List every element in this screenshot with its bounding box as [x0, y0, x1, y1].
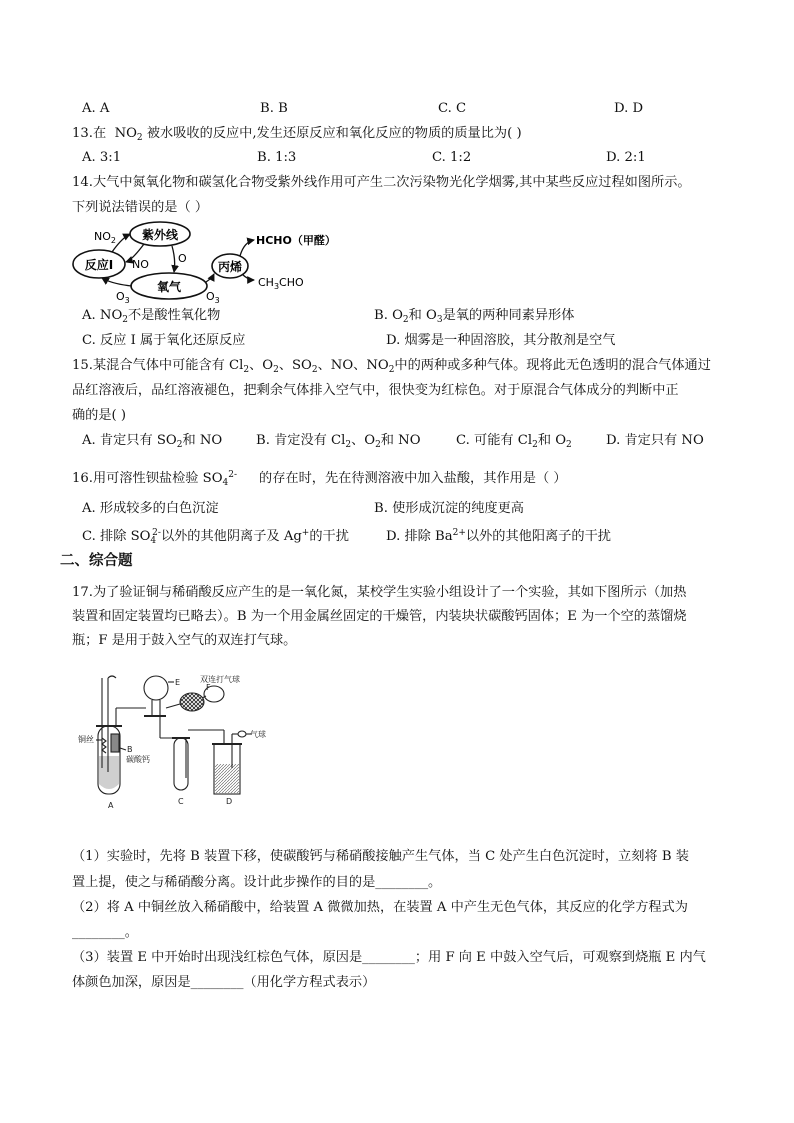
label-pump: 双连打气球	[200, 675, 240, 684]
q16-option-a: A. 形成较多的白色沉淀	[82, 501, 219, 516]
q13-option-c: C. 1:2	[432, 150, 472, 165]
q12-option-d: D. D	[614, 101, 644, 116]
q15-option-b: B. 肯定没有 $Cl_2$、$O_2$和 NO	[256, 433, 421, 450]
q13-formula-sub: 2	[136, 133, 143, 143]
q13-option-b: B. 1:3	[257, 150, 297, 165]
uv-label: 紫外线	[141, 228, 179, 242]
q13-option-d: D. 2:1	[606, 150, 646, 165]
q14-stem-line1: 14.大气中氮氧化物和碳氢化合物受紫外线作用可产生二次污染物光化学烟雾,其中某些反应过程如图所示。	[72, 175, 691, 190]
q15-option-c: C. 可能有 $Cl_2$和 $O_2$	[456, 433, 572, 450]
arrow-propene-to-hcho	[240, 240, 254, 256]
q17-part2-line1: （2）将 A 中铜丝放入稀硝酸中，给装置 A 微微加热，在装置 A 中产生无色气体，其反应的化学方程式为	[72, 900, 688, 915]
pump-bulb-f	[180, 693, 204, 711]
experiment-apparatus-diagram	[74, 668, 264, 814]
q17-stem-line3: 瓶；F 是用于鼓入空气的双连打气球。	[72, 633, 297, 648]
q14-option-d: D. 烟雾是一种固溶胶，其分散剂是空气	[386, 333, 616, 348]
q15-stem-line2: 品红溶液后，品红溶液褪色，把剩余气体排入空气中，很快变为红棕色。对于原混合气体成分的判断中正	[72, 383, 679, 398]
no-label: NO	[132, 258, 149, 271]
q13-stem	[72, 125, 522, 147]
arrow-uv-to-oxygen	[172, 246, 175, 272]
label-copper: 铜丝	[78, 735, 94, 744]
q15-option-d: D. 肯定只有 NO	[606, 433, 704, 448]
q14-option-c: C. 反应 I 属于氧化还原反应	[82, 333, 246, 348]
q17-stem-line1: 17.为了验证铜与稀硝酸反应产生的是一氧化氮，某校学生实验小组设计了一个实验，其如下图所示（加热	[72, 585, 687, 600]
q16-option-d: D. 排除 $Ba^{2+}$以外的其他阳离子的干扰	[386, 528, 611, 544]
copper-wire	[102, 738, 106, 753]
q17-part1-line1: （1）实验时，先将 B 装置下移，使碳酸钙与稀硝酸接触产生气体，当 C 处产生白色沉淀时，立刻将 B 装	[72, 849, 689, 864]
no2-label: $NO_2$	[94, 230, 116, 245]
label-balloon: 气球	[250, 730, 266, 739]
q17-part1-line2: 置上提，使之与稀硝酸分离。设计此步操作的目的是________。	[72, 875, 442, 890]
reaction1-label: 反应I	[84, 258, 114, 272]
smog-reaction-diagram	[72, 220, 362, 305]
label-caco3: 碳酸钙	[126, 755, 150, 764]
q14-option-a: A. $NO_2$不是酸性氧化物	[82, 308, 221, 325]
q12-option-a: A. A	[82, 101, 110, 116]
arrow-propene-to-ch3cho	[242, 274, 254, 280]
arrow-oxygen-to-propene	[206, 274, 214, 282]
q15-stem-line3: 确的是( )	[72, 408, 127, 423]
q17-part3-line2: 体颜色加深，原因是________（用化学方程式表示）	[72, 975, 376, 990]
oxygen-label: 氧气	[156, 280, 182, 294]
q17-part3-line1: （3）装置 E 中开始时出现浅红棕色气体，原因是________；用 F 向 E 中鼓入空气后，可观察到烧瓶 E 内气	[72, 950, 706, 965]
label-f: F	[206, 683, 211, 692]
q13-stem-pre: 13.在	[72, 126, 107, 141]
label-b: B	[127, 745, 133, 754]
q14-option-b: B. $O_2$和 $O_3$是氧的两种同素异形体	[374, 308, 575, 325]
propene-label: 丙烯	[217, 260, 243, 274]
q15-stem-line1: 15.某混合气体中可能含有 $Cl_2$、$O_2$、$SO_2$、NO、$NO_2$中的两种或多种气体。现将此无色透明的混合气体通过	[72, 358, 711, 375]
q15-option-a: A. 肯定只有 $SO_2$和 NO	[82, 433, 223, 450]
q16-stem: 16.用可溶性钡盐检验 $SO_4^{2-}$ 的存在时，先在待测溶液中加入盐酸，其作用是（ ）	[72, 470, 567, 488]
o3-left-label: $O_3$	[116, 290, 130, 305]
label-d: D	[226, 797, 233, 806]
q17-part2-line2: ________。	[72, 925, 138, 940]
q13-option-a: A. 3:1	[82, 150, 122, 165]
q12-option-c: C. C	[438, 101, 467, 116]
q13-formula: NO	[114, 126, 137, 141]
flask-e	[144, 676, 168, 700]
o3-right-label: $O_3$	[206, 290, 220, 305]
q14-stem-line2: 下列说法错误的是（ ）	[72, 200, 209, 215]
ch3cho-label: $CH_3CHO$	[258, 276, 304, 291]
q13-stem-post: 被水吸收的反应中,发生还原反应和氧化反应的物质的质量比为( )	[146, 126, 522, 141]
section-title: 二、综合题	[60, 553, 133, 569]
balloon	[238, 731, 246, 737]
q16-option-c: C. 排除 $SO_4^{2-}$以外的其他阴离子及 Ag+的干扰	[82, 528, 349, 546]
hcho-label: HCHO（甲醛）	[256, 234, 336, 247]
q17-stem-line2: 装置和固定装置均已略去）。B 为一个用金属丝固定的干燥管，内装块状碳酸钙固体；E 为一个空的蒸馏烧	[72, 609, 687, 624]
label-e: E	[175, 678, 181, 687]
label-c: C	[178, 797, 184, 806]
arrow-oxygen-to-reaction1	[102, 278, 132, 286]
q16-option-b: B. 使形成沉淀的纯度更高	[374, 501, 524, 516]
o-label: O	[178, 252, 187, 265]
label-a: A	[108, 801, 114, 810]
q12-option-b: B. B	[260, 101, 288, 116]
dryer-tube-b	[111, 734, 119, 752]
